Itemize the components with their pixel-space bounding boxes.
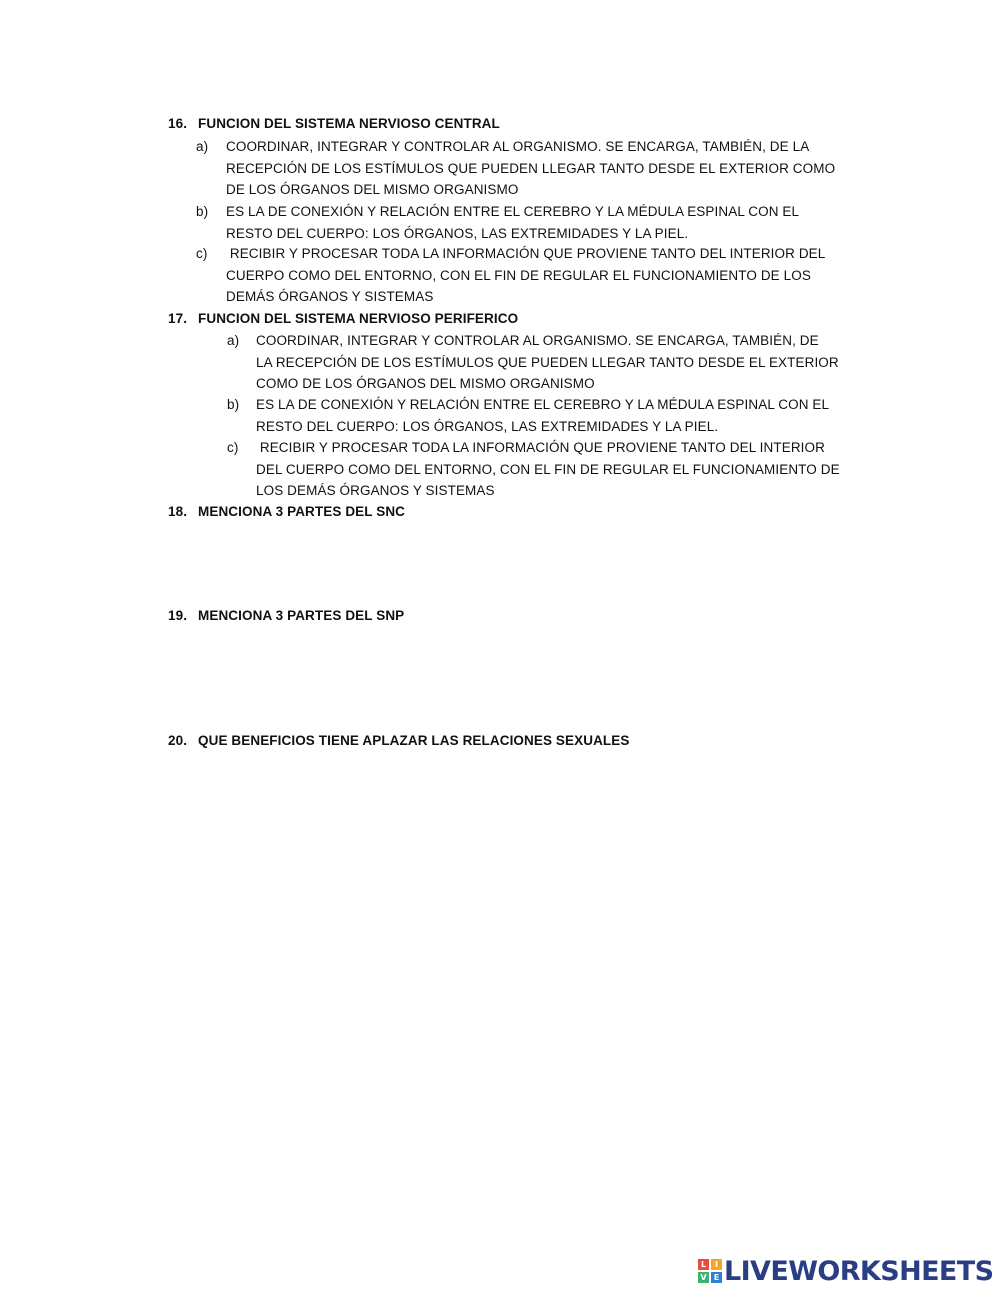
option-line: DE LOS ÓRGANOS DEL MISMO ORGANISMO <box>226 182 519 197</box>
option-line: RECEPCIÓN DE LOS ESTÍMULOS QUE PUEDEN LLEGAR TANTO DESDE EL EXTERIOR COMO <box>226 160 836 176</box>
option-line: ES LA DE CONEXIÓN Y RELACIÓN ENTRE EL CEREBRO Y LA MÉDULA ESPINAL CON EL <box>256 397 830 412</box>
option-label: c) <box>227 440 239 455</box>
option-label: b) <box>227 397 240 412</box>
logo-letter-l: L <box>698 1259 709 1270</box>
option-label: a) <box>196 139 209 154</box>
logo-letter-e: E <box>711 1272 722 1283</box>
question-20-title <box>168 733 630 748</box>
option-line: CUERPO COMO DEL ENTORNO, CON EL FIN DE REGULAR EL FUNCIONAMIENTO DE LOS <box>226 267 811 283</box>
question-number: 19. <box>168 608 188 623</box>
question-17-option-a <box>227 330 839 395</box>
option-label: b) <box>196 204 209 219</box>
question-16-option-a <box>196 136 835 201</box>
option-line: RESTO DEL CUERPO: LOS ÓRGANOS, LAS EXTREMIDADES Y LA PIEL. <box>226 225 689 241</box>
option-line: DEL CUERPO COMO DEL ENTORNO, CON EL FIN DE REGULAR EL FUNCIONAMIENTO DE <box>256 461 840 477</box>
option-line: ES LA DE CONEXIÓN Y RELACIÓN ENTRE EL CEREBRO Y LA MÉDULA ESPINAL CON EL <box>226 204 800 219</box>
option-label: c) <box>196 246 208 261</box>
question-text: MENCIONA 3 PARTES DEL SNC <box>198 504 406 519</box>
logo-letter-i: I <box>711 1259 722 1270</box>
question-number: 16. <box>168 116 188 131</box>
question-18-title <box>168 504 405 519</box>
logo-letter-v: V <box>698 1272 709 1283</box>
question-17-option-b <box>227 394 829 437</box>
question-17-option-c <box>227 437 840 502</box>
option-line: DEMÁS ÓRGANOS Y SISTEMAS <box>226 289 434 304</box>
option-line: RECIBIR Y PROCESAR TODA LA INFORMACIÓN QUE PROVIENE TANTO DEL INTERIOR <box>256 440 825 455</box>
question-16-option-b <box>196 201 799 244</box>
question-text: FUNCION DEL SISTEMA NERVIOSO PERIFERICO <box>198 311 519 326</box>
question-number: 17. <box>168 311 188 326</box>
brand-text: LIVEWORKSHEETS <box>724 1255 994 1287</box>
option-line: COORDINAR, INTEGRAR Y CONTROLAR AL ORGANISMO. SE ENCARGA, TAMBIÉN, DE LA <box>226 139 810 154</box>
question-number: 20. <box>168 733 188 748</box>
liveworksheets-logo[interactable] <box>698 1253 993 1289</box>
option-line: COMO DE LOS ÓRGANOS DEL MISMO ORGANISMO <box>256 376 595 391</box>
question-text: MENCIONA 3 PARTES DEL SNP <box>198 608 405 623</box>
option-line: LA RECEPCIÓN DE LOS ESTÍMULOS QUE PUEDEN LLEGAR TANTO DESDE EL EXTERIOR <box>256 354 839 370</box>
question-16-title <box>168 116 500 131</box>
logo-icon <box>698 1259 722 1283</box>
question-text: QUE BENEFICIOS TIENE APLAZAR LAS RELACIONES SEXUALES <box>198 733 630 748</box>
question-17-title <box>168 311 518 326</box>
option-line: LOS DEMÁS ÓRGANOS Y SISTEMAS <box>256 483 495 498</box>
question-19-title <box>168 608 404 623</box>
option-label: a) <box>227 333 240 348</box>
option-line: RECIBIR Y PROCESAR TODA LA INFORMACIÓN QUE PROVIENE TANTO DEL INTERIOR DEL <box>226 246 826 261</box>
option-line: RESTO DEL CUERPO: LOS ÓRGANOS, LAS EXTREMIDADES Y LA PIEL. <box>256 418 719 434</box>
question-number: 18. <box>168 504 188 519</box>
question-16-option-c <box>196 243 825 308</box>
option-line: COORDINAR, INTEGRAR Y CONTROLAR AL ORGANISMO. SE ENCARGA, TAMBIÉN, DE <box>256 333 819 348</box>
question-text: FUNCION DEL SISTEMA NERVIOSO CENTRAL <box>198 116 500 131</box>
